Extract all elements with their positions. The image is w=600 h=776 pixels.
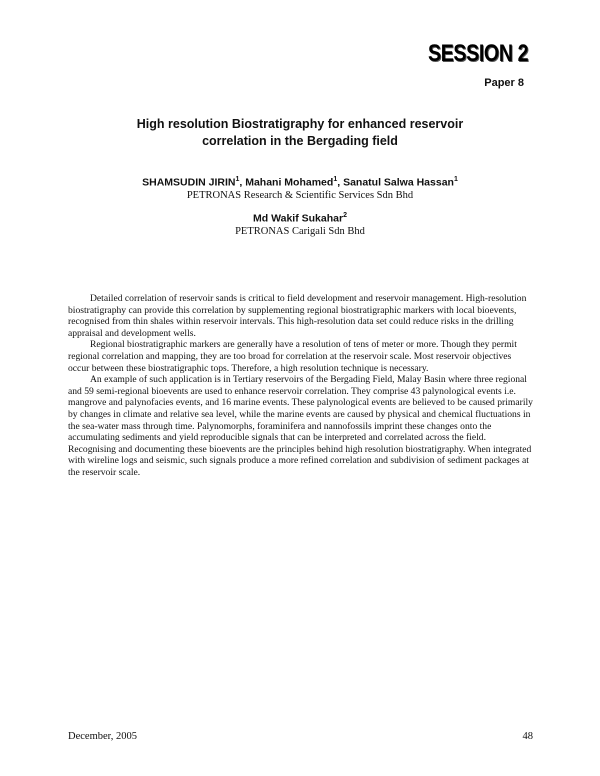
author-3-affil-mark: 1	[453, 176, 458, 183]
author-4-affil-mark: 2	[343, 212, 347, 219]
author-4: Md Wakif Sukahar	[253, 212, 344, 225]
affiliation-2: PETRONAS Carigali Sdn Bhd	[235, 226, 365, 237]
author-list	[70, 176, 530, 189]
session-label: SESSION 2	[427, 40, 528, 67]
author-3: Sanatul Salwa Hassan	[343, 176, 454, 189]
page-number: 48	[522, 731, 533, 742]
author-4-line	[70, 212, 530, 225]
author-separator: ,	[239, 176, 246, 189]
title-line-2: correlation in the Bergading field	[202, 134, 398, 148]
author-separator: ,	[337, 176, 344, 189]
author-1-affil-mark: 1	[235, 176, 240, 183]
paper-number: Paper 8	[484, 77, 524, 89]
author-2: Mahani Mohamed	[245, 176, 334, 189]
abstract-paragraph-3: An example of such application is in Tertiary reservoirs of the Bergading Field, Malay Basin where three regional and 59 semi-regional bioevents are used to enhance reservoir correlation. They comprise 43 palynological events i.e. mangrove and palynofacies events, and 16 marine events. These palynological events are believed to be caused primarily by changes in climate and relative sea level, while the marine events are caused by physical and chemical fluctuations in the sea-water mass through time. Palynomorphs, foraminifera and nannofossils imprint these changes onto the accumulating sediments and yield reproducible signals that can be interpreted and correlated across the field. Recognising and documenting these bioevents are the principles behind high resolution biostratigraphy. When integrated with wireline logs and seismic, such signals produce a more refined correlation and subdivision of sediment packages at the reservoir scale.	[68, 374, 533, 478]
author-1: SHAMSUDIN JIRIN	[142, 176, 236, 189]
title-line-1: High resolution Biostratigraphy for enhanced reservoir	[136, 117, 464, 131]
abstract-body	[68, 293, 534, 479]
abstract-paragraph-2: Regional biostratigraphic markers are generally have a resolution of tens of meter or more. Though they permit regional correlation and mapping, they are too broad for correlation at the reservoir scale. Most reservoir objectives occur between these biostratigraphic tops. Therefore, a high resolution technique is necessary.	[68, 339, 517, 374]
paper-title	[70, 116, 530, 150]
footer-date: December, 2005	[68, 731, 137, 742]
abstract-paragraph-1: Detailed correlation of reservoir sands is critical to field development and reservoir management. High-resolution biostratigraphy can provide this correlation by supplementing regional biostratigraphic markers with local bioevents, recognised from thin shales within reservoir intervals. This high-resolution data set could reduce risks in the drilling appraisal and development wells.	[68, 293, 527, 339]
author-2-affil-mark: 1	[333, 176, 338, 183]
affiliation-1: PETRONAS Research & Scientific Services Sdn Bhd	[186, 190, 414, 201]
